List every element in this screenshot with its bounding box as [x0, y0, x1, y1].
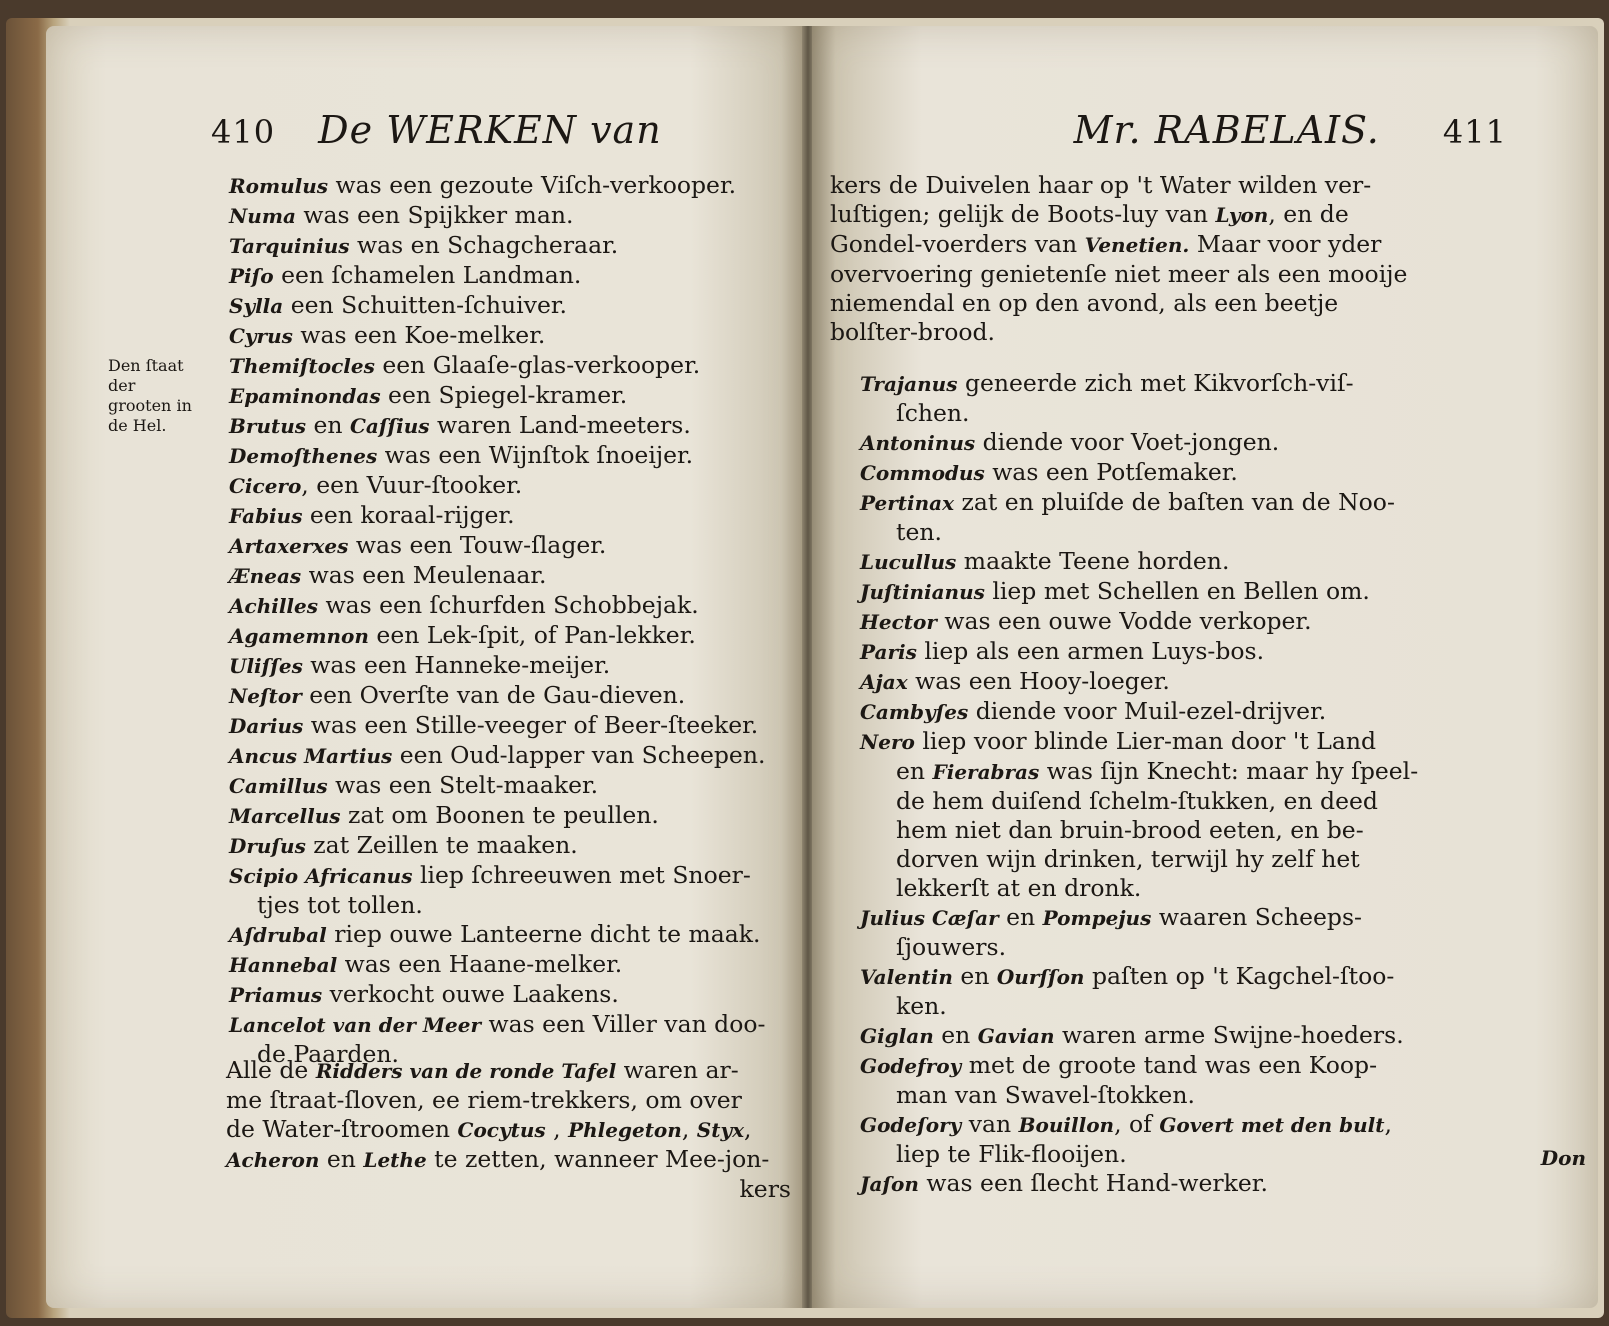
text-line — [830, 230, 1410, 260]
open-book — [6, 18, 1604, 1318]
list-item — [860, 458, 1405, 488]
line-text: was een Haane-melker. — [337, 950, 623, 978]
proper-name: Nero — [860, 730, 915, 754]
list-item — [860, 1110, 1405, 1140]
proper-name: Hannebal — [229, 953, 338, 977]
line-text: waren Land-meeters. — [429, 411, 691, 439]
line-text: man van Swavel-ſtokken. — [896, 1081, 1195, 1109]
line-text: liep voor blinde Lier-man door 't Land — [914, 727, 1377, 755]
list-item — [860, 1021, 1405, 1051]
line-text: een Schuitten-ſchuiver. — [283, 291, 567, 319]
proper-name: Godefroy — [860, 1054, 962, 1078]
proper-name: Scipio Africanus — [229, 864, 413, 888]
line-text: was een Touw-ſlager. — [348, 531, 607, 559]
line-text: overvoering genietenſe niet meer als een mooije — [830, 260, 1408, 288]
line-text: lekkerſt at en dronk. — [896, 874, 1142, 902]
line-text: ken. — [896, 992, 947, 1020]
text-line — [830, 171, 1410, 200]
proper-name: Achilles — [229, 594, 319, 618]
line-text: was een Meulenaar. — [301, 561, 547, 589]
line-text: ſjouwers. — [896, 933, 1007, 961]
proper-name: Camillus — [229, 774, 328, 798]
text-line — [229, 950, 789, 980]
proper-name: Æneas — [229, 564, 302, 588]
proper-name: Tarquinius — [229, 234, 350, 258]
line-text: was een Spijkker man. — [295, 201, 574, 229]
line-text: en — [933, 1021, 978, 1049]
text-line — [830, 318, 1410, 347]
text-line — [229, 681, 789, 711]
line-text: , een Vuur-ſtooker. — [301, 471, 523, 499]
proper-name: Agamemnon — [229, 624, 369, 648]
list-item — [860, 727, 1405, 757]
line-text: riep ouwe Lanteerne dicht te maak. — [326, 920, 761, 948]
text-line — [229, 201, 789, 231]
line-text: en — [306, 411, 351, 439]
text-line: Alle de Ridders van de ronde Tafel waren ar- — [226, 1056, 739, 1084]
text-line: me ſtraat-ſloven, ee riem-trekkers, om over — [226, 1086, 742, 1114]
line-text: een ſchamelen Landman. — [273, 261, 582, 289]
proper-name: Acheron — [226, 1148, 320, 1172]
proper-name: Govert met den bult — [1159, 1113, 1385, 1137]
proper-name: Juſtinianus — [860, 580, 985, 604]
line-text: , en de — [1268, 200, 1349, 228]
line-text: was een Stille-veeger of Beer-ſteeker. — [303, 711, 759, 739]
line-text: was een Wijnſtok ſnoeijer. — [377, 441, 694, 469]
list-item — [860, 874, 1405, 903]
left-page-number: 410 — [211, 113, 276, 151]
list-item — [860, 992, 1405, 1021]
line-text: en — [998, 903, 1043, 931]
line-text: een Overſte van de Gau-dieven. — [301, 681, 686, 709]
proper-name: Druſus — [229, 834, 306, 858]
line-text: was een Stelt-maaker. — [327, 771, 599, 799]
list-item — [860, 757, 1419, 787]
list-item — [860, 962, 1405, 992]
right-title: Mr. RABELAIS. — [1073, 108, 1380, 152]
line-text: ten. — [896, 518, 942, 546]
text-line — [229, 1010, 789, 1040]
line-text: een Glaaſe-glas-verkooper. — [374, 351, 701, 379]
text-line — [229, 231, 789, 261]
list-item — [860, 816, 1405, 845]
list-item — [860, 428, 1405, 458]
list-item — [860, 518, 1405, 547]
proper-name: Julius Cæſar — [860, 906, 999, 930]
text-line — [229, 501, 789, 531]
proper-name: Ajax — [860, 670, 908, 694]
text-line — [229, 321, 789, 351]
line-text: een koraal-rijger. — [302, 501, 515, 529]
text-line — [830, 200, 1410, 230]
line-text: was een ouwe Vodde verkoper. — [936, 607, 1312, 635]
proper-name: Lancelot van der Meer — [229, 1013, 482, 1037]
list-item — [860, 399, 1405, 428]
text-line: de Water-ſtroomen Cocytus , Phlegeton, Styx, — [226, 1115, 752, 1143]
line-text: was een Koe-melker. — [292, 321, 546, 349]
text-line — [830, 289, 1410, 318]
line-text: de Paarden. — [257, 1040, 399, 1068]
line-text: Maar voor yder — [1189, 230, 1382, 258]
proper-name: Lyon — [1215, 203, 1269, 227]
text-line — [229, 771, 789, 801]
list-item — [860, 845, 1405, 874]
text-line — [229, 801, 789, 831]
text-line — [229, 920, 789, 950]
left-text-block — [229, 171, 789, 1069]
proper-name: Darius — [229, 714, 304, 738]
proper-name: Phlegeton — [568, 1118, 682, 1142]
line-text: een Oud-lapper van Scheepen. — [392, 741, 766, 769]
proper-name: Cocytus — [457, 1118, 546, 1142]
proper-name: Cyrus — [229, 324, 293, 348]
line-text: was een gezoute Viſch-verkooper. — [328, 171, 737, 199]
proper-name: Pertinax — [860, 491, 955, 515]
list-item — [860, 577, 1405, 607]
line-text: was een ſchurfden Schobbejak. — [318, 591, 699, 619]
proper-name: Paris — [860, 640, 917, 664]
list-item — [860, 637, 1405, 667]
line-text: liep te Flik-flooijen. — [896, 1140, 1127, 1168]
proper-name: Aſdrubal — [229, 923, 327, 947]
line-text: hem niet dan bruin-brood eeten, en be- — [896, 816, 1364, 844]
line-text: was een Viller van doo- — [481, 1010, 766, 1038]
proper-name: Uliſſes — [229, 654, 303, 678]
line-text: dorven wijn drinken, terwijl hy zelf het — [896, 845, 1360, 873]
list-item — [860, 933, 1405, 962]
line-text: was een ſlecht Hand-werker. — [918, 1169, 1268, 1197]
left-running-head — [211, 108, 791, 152]
line-text: was een Hanneke-meijer. — [302, 651, 611, 679]
line-text: een Spiegel-kramer. — [380, 381, 628, 409]
text-line — [229, 651, 789, 681]
line-text: niemendal en op den avond, als een beetje — [830, 289, 1339, 317]
proper-name: Hector — [860, 610, 937, 634]
list-item — [860, 1140, 1405, 1169]
text-line — [830, 260, 1410, 289]
line-text: was en Schagcheraar. — [349, 231, 619, 259]
text-line — [229, 441, 789, 471]
line-text: waaren Scheeps- — [1151, 903, 1362, 931]
text-line — [229, 531, 789, 561]
proper-name: Gavian — [977, 1024, 1055, 1048]
line-text: was een Hooy-loeger. — [907, 667, 1170, 695]
text-line: Acheron en Lethe te zetten, wanneer Mee-jon- — [226, 1145, 770, 1173]
line-text: geneerde zich met Kikvorſch-viſ- — [957, 369, 1354, 397]
proper-name: Demoſthenes — [229, 444, 378, 468]
text-line — [229, 861, 789, 891]
list-item — [860, 547, 1405, 577]
list-item — [860, 1169, 1405, 1199]
margin-note: Den ſtaat der grooten in de Hel. — [108, 356, 192, 435]
line-text: verkocht ouwe Laakens. — [322, 980, 619, 1008]
proper-name: Commodus — [860, 461, 985, 485]
list-item — [860, 488, 1405, 518]
list-item — [860, 787, 1405, 816]
proper-name: Caſſius — [350, 414, 430, 438]
text-line — [229, 591, 789, 621]
line-text: zat en pluiſde de baſten van de Noo- — [954, 488, 1395, 516]
text-line — [229, 621, 789, 651]
left-title: De WERKEN van — [318, 108, 662, 152]
proper-name: Giglan — [860, 1024, 934, 1048]
proper-name: Venetien. — [1084, 233, 1190, 257]
proper-name: Romulus — [229, 174, 329, 198]
proper-name: Marcellus — [229, 804, 341, 828]
line-text: ſchen. — [896, 399, 970, 427]
proper-name: Sylla — [229, 294, 284, 318]
line-text: en — [952, 962, 997, 990]
text-line — [229, 381, 789, 411]
line-text: bolſter-brood. — [830, 318, 996, 346]
line-text: , — [1384, 1110, 1392, 1138]
line-text: liep ſchreeuwen met Snoer- — [412, 861, 751, 889]
text-line — [229, 171, 789, 201]
text-line — [229, 891, 789, 920]
text-line — [229, 831, 789, 861]
text-line — [229, 291, 789, 321]
right-list-block — [860, 369, 1419, 1199]
proper-name: Themiſtocles — [229, 354, 375, 378]
proper-name: Ourſſon — [996, 965, 1085, 989]
right-page — [812, 26, 1598, 1308]
text-line — [229, 411, 789, 441]
text-line — [229, 980, 789, 1010]
right-top-paragraph — [830, 171, 1410, 347]
text-line — [229, 561, 789, 591]
line-text: was een Potſemaker. — [984, 458, 1238, 486]
proper-name: Ancus Martius — [229, 744, 393, 768]
line-text: een Lek-ſpit, of Pan-lekker. — [368, 621, 696, 649]
line-text: tjes tot tollen. — [257, 891, 423, 919]
proper-name: Numa — [229, 204, 296, 228]
proper-name: Trajanus — [860, 372, 958, 396]
proper-name: Brutus — [229, 414, 307, 438]
text-line: kers — [739, 1175, 791, 1203]
proper-name: Epaminondas — [229, 384, 381, 408]
proper-name: Neſtor — [229, 684, 302, 708]
proper-name: Bouillon — [1018, 1113, 1115, 1137]
proper-name: Valentin — [860, 965, 953, 989]
catchword: Don — [1540, 1146, 1586, 1170]
line-text: , of — [1114, 1110, 1160, 1138]
list-item — [860, 1051, 1405, 1081]
proper-name: Cambyſes — [860, 700, 969, 724]
list-item — [860, 1081, 1405, 1110]
line-text: met de groote tand was een Koop- — [961, 1051, 1378, 1079]
proper-name: Piſo — [229, 264, 274, 288]
line-text: luſtigen; gelijk de Boots-luy van — [830, 200, 1216, 228]
line-text: van — [961, 1110, 1019, 1138]
text-line — [229, 261, 789, 291]
left-paragraph-2 — [226, 1056, 791, 1204]
proper-name: Styx — [696, 1118, 744, 1142]
proper-name: Ridders van de ronde Tafel — [315, 1059, 617, 1083]
list-item — [860, 369, 1405, 399]
line-text: liep als een armen Luys-bos. — [916, 637, 1265, 665]
proper-name: Antoninus — [860, 431, 976, 455]
line-text: waren arme Swijne-hoeders. — [1054, 1021, 1404, 1049]
line-text: diende voor Voet-jongen. — [975, 428, 1280, 456]
line-text: diende voor Muil-ezel-drijver. — [968, 697, 1327, 725]
right-page-number: 411 — [1442, 113, 1507, 151]
text-line — [229, 471, 789, 501]
proper-name: Cicero — [229, 474, 302, 498]
proper-name: Jaſon — [860, 1172, 919, 1196]
line-text: zat om Boonen te peullen. — [340, 801, 659, 829]
text-line — [229, 351, 789, 381]
proper-name: Artaxerxes — [229, 534, 349, 558]
list-item — [860, 697, 1405, 727]
proper-name: Fierabras — [932, 760, 1040, 784]
line-text: maakte Teene horden. — [956, 547, 1230, 575]
line-text: kers de Duivelen haar op 't Water wilden ver- — [830, 171, 1372, 199]
list-item — [860, 667, 1405, 697]
proper-name: Fabius — [229, 504, 303, 528]
line-text: zat Zeillen te maaken. — [305, 831, 578, 859]
proper-name: Lethe — [363, 1148, 427, 1172]
line-text: de hem duiſend ſchelm-ſtukken, en deed — [896, 787, 1378, 815]
proper-name: Pompejus — [1042, 906, 1152, 930]
line-text: paſten op 't Kagchel-ſtoo- — [1084, 962, 1395, 990]
line-text: en — [896, 757, 933, 785]
proper-name: Priamus — [229, 983, 323, 1007]
right-running-head — [907, 108, 1507, 152]
line-text: liep met Schellen en Bellen om. — [984, 577, 1370, 605]
list-item — [860, 903, 1405, 933]
line-text: was ſijn Knecht: maar hy ſpeel- — [1039, 757, 1419, 785]
text-line — [229, 741, 789, 771]
line-text: Gondel-voerders van — [830, 230, 1085, 258]
left-page — [46, 26, 804, 1308]
list-item — [860, 607, 1405, 637]
proper-name: Godeſory — [860, 1113, 962, 1137]
text-line — [229, 711, 789, 741]
proper-name: Lucullus — [860, 550, 957, 574]
